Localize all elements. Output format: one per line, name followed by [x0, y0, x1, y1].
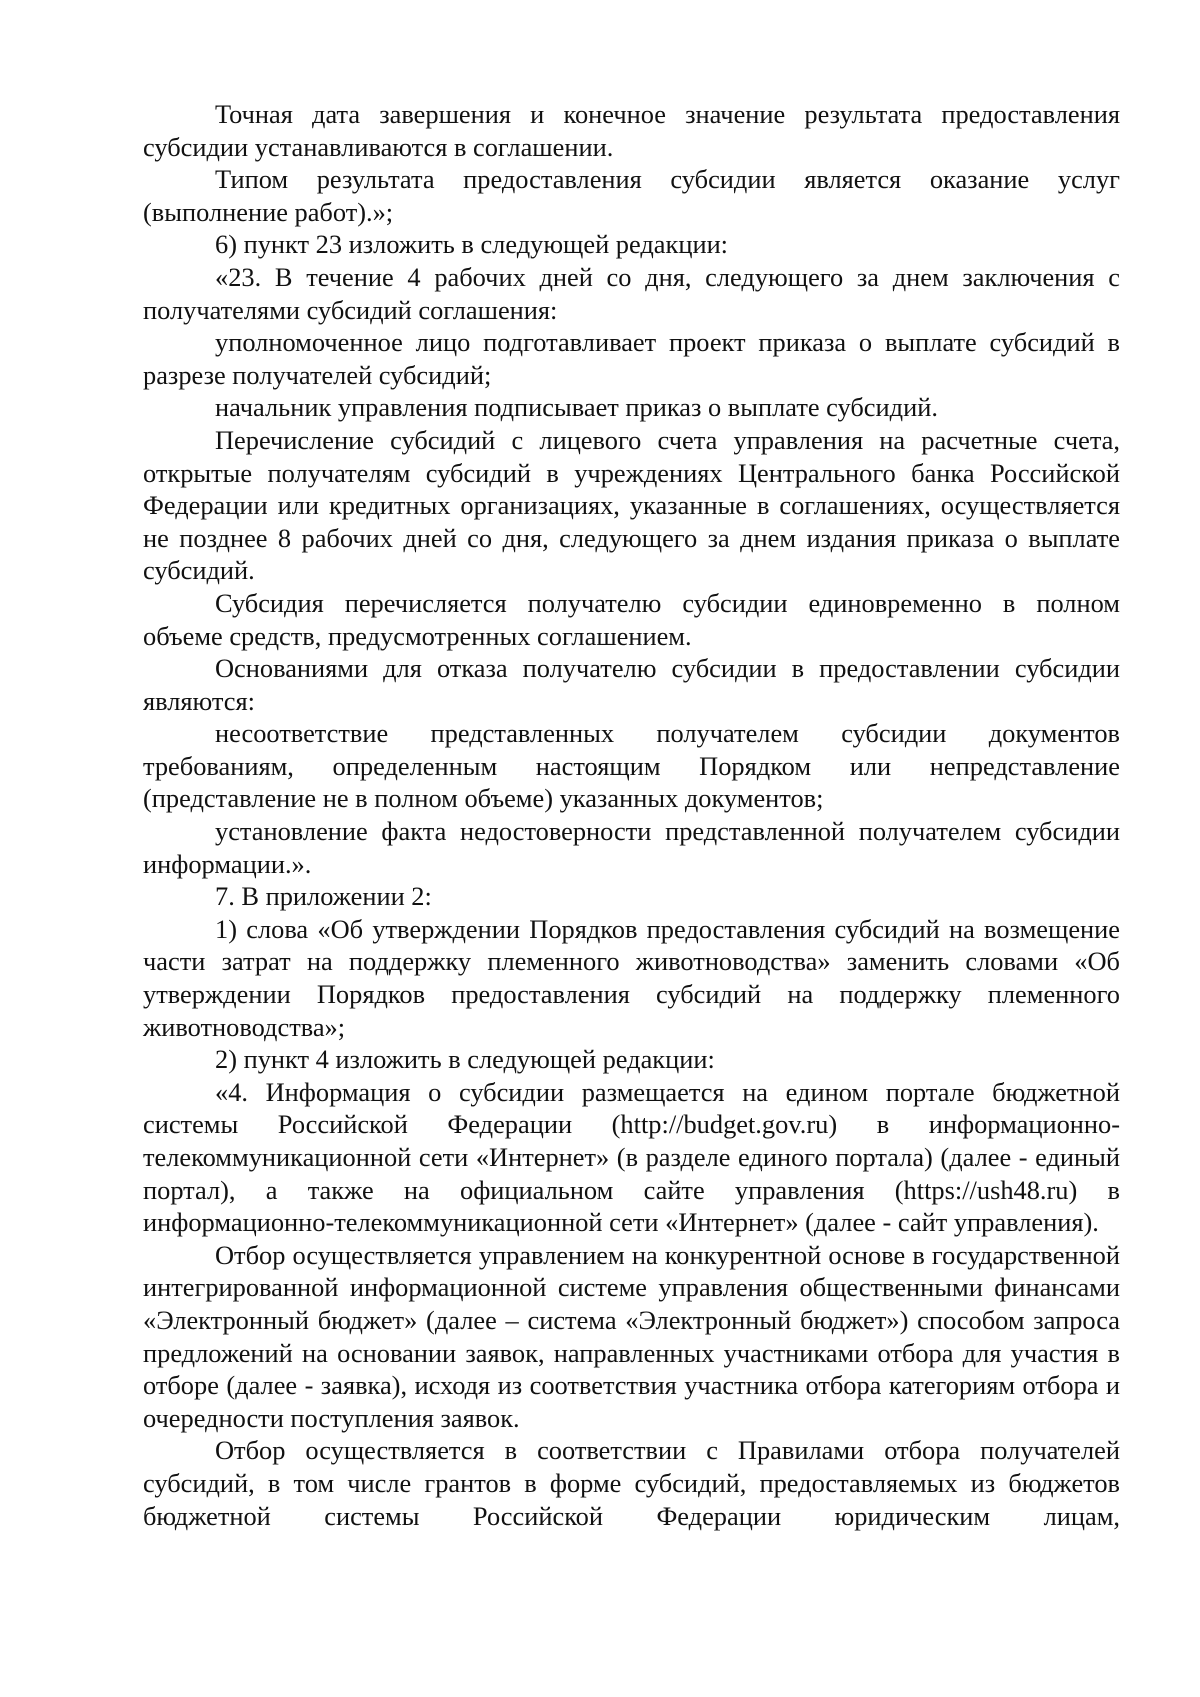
document-page: [143, 98, 1120, 1532]
paragraph-nonconformity: несоответствие представленных получателем субсидии документов требованиям, определенным настоящим Порядком или непредставление (представление не в полном объеме) указанных документов;: [143, 718, 1120, 814]
paragraph-head-signs: начальник управления подписывает приказ о выплате субсидий.: [215, 392, 938, 423]
paragraph-lump-sum: Субсидия перечисляется получателю субсидии единовременно в полном объеме средств, предусмотренных соглашением.: [143, 587, 1120, 651]
paragraph-authorized-person: уполномоченное лицо подготавливает проект приказа о выплате субсидий в разрезе получателей субсидий;: [143, 327, 1120, 390]
paragraph-refusal-grounds: Основаниями для отказа получателю субсидии в предоставлении субсидии являются:: [143, 653, 1120, 716]
paragraph-selection-basis: Отбор осуществляется управлением на конкурентной основе в государственной интегрированной информационной системе управления общественными финансами «Электронный бюджет» (далее – система «Электронный бюджет») способом запроса предложений на основании заявок, направленных участниками отбора для участия в отборе (далее - заявка), исходя из соответствия участника отбора категориям отбора и очередности поступления заявок.: [143, 1239, 1120, 1433]
paragraph-transfer: Перечисление субсидий с лицевого счета управления на расчетные счета, открытые получателям субсидий в учреждениях Центрального банка Российской Федерации или кредитных организациях, указанные в соглашениях, осуществляется не позднее 8 рабочих дней со дня, следующего за днем издания приказа о выплате субсидий.: [143, 424, 1120, 586]
paragraph-item-6: 6) пункт 23 изложить в следующей редакции:: [215, 229, 729, 260]
paragraph-selection-rules: Отбор осуществляется в соответствии с Правилами отбора получателей субсидий, в том числе грантов в форме субсидий, предоставляемых из бюджетов бюджетной системы Российской Федерации юридическим лицам,: [143, 1435, 1120, 1531]
paragraph-point-23: «23. В течение 4 рабочих дней со дня, следующего за днем заключения с получателями субсидий соглашения:: [143, 261, 1120, 325]
paragraph-result-type: Типом результата предоставления субсидии является оказание услуг (выполнение работ).»;: [143, 164, 1120, 227]
paragraph-words-replace: 1) слова «Об утверждении Порядков предоставления субсидий на возмещение части затрат на поддержку племенного животноводства» заменить словами «Об утверждении Порядков предоставления субсидий на поддержку племенного животноводства»;: [143, 913, 1120, 1042]
paragraph-result-date: Точная дата завершения и конечное значение результата предоставления субсидии устанавливаются в соглашении.: [143, 99, 1120, 162]
paragraph-unreliability: установление факта недостоверности представленной получателем субсидии информации.».: [143, 816, 1120, 879]
paragraph-point-4-edit: 2) пункт 4 изложить в следующей редакции:: [215, 1044, 715, 1075]
paragraph-subsidy-info: «4. Информация о субсидии размещается на едином портале бюджетной системы Российской Федерации (http://budget.gov.ru) в информационно-телекоммуникационной сети «Интернет» (в разделе единого портала) (далее - единый портал), а также на официальном сайте управления (https://ush48.ru) в информационно-телекоммуникационной сети «Интернет» (далее - сайт управления).: [143, 1076, 1120, 1238]
paragraph-item-7: 7. В приложении 2:: [215, 881, 432, 912]
